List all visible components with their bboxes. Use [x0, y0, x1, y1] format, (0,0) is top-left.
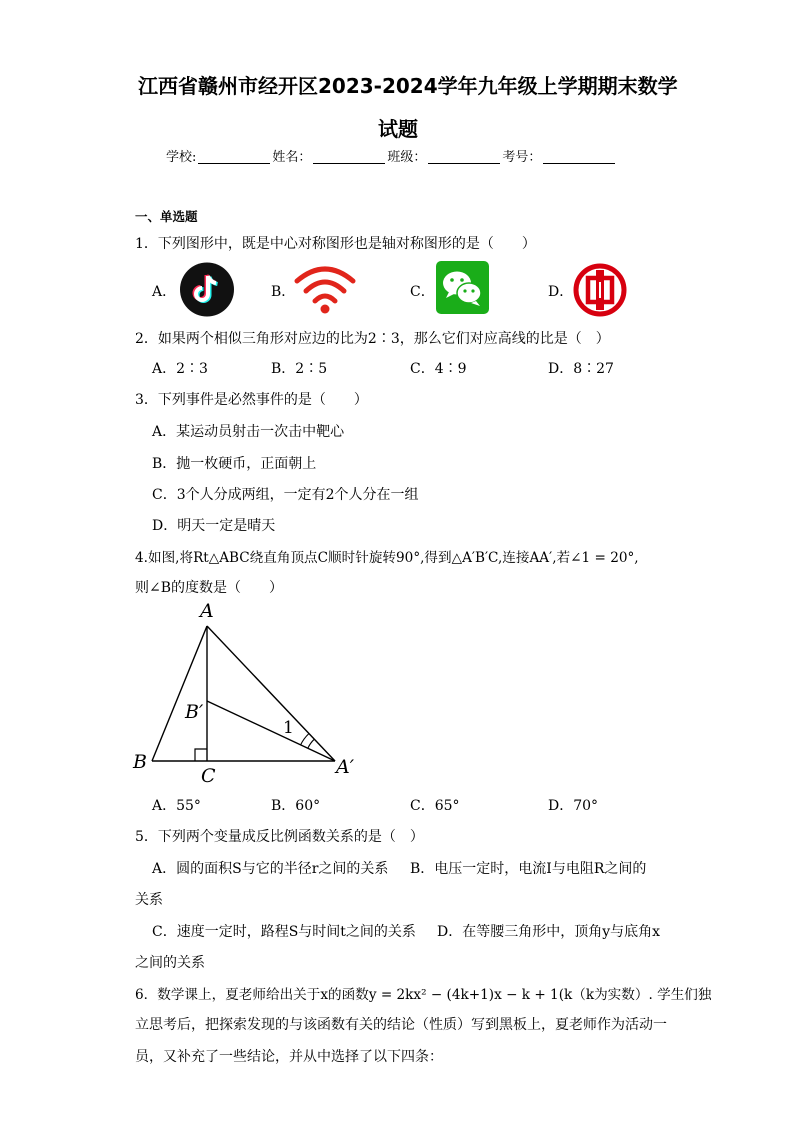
school-label: 学校: [166, 150, 197, 165]
school-blank[interactable] [198, 149, 270, 164]
q4-stem-line2: 则∠B的度数是（ ） [135, 580, 284, 596]
q4-option-a[interactable]: A．55° [152, 798, 201, 814]
angle-arc-inner [308, 739, 315, 748]
label-A: A [200, 600, 214, 622]
q5-option-c[interactable]: C．速度一定时，路程S与时间t之间的关系 [152, 924, 416, 940]
q6-line3: 员，又补充了一些结论，并从中选择了以下四条： [135, 1049, 443, 1065]
class-blank[interactable] [428, 149, 500, 164]
number-label: 考号： [502, 150, 542, 165]
q2-option-d[interactable]: D．8∶27 [548, 361, 614, 377]
angle-arc-outer [301, 734, 309, 745]
q1-option-c[interactable]: C． [410, 284, 435, 300]
number-blank[interactable] [543, 149, 615, 164]
label-B-prime: B′ [185, 701, 204, 723]
q3-option-c[interactable]: C．3个人分成两组，一定有2个人分在一组 [152, 487, 419, 503]
q2-option-c[interactable]: C．4∶9 [410, 361, 467, 377]
icbc-logo-icon [572, 262, 628, 318]
q3-option-a[interactable]: A．某运动员射击一次击中靶心 [152, 424, 345, 440]
section-heading: 一、单选题 [135, 209, 198, 224]
class-label: 班级： [387, 150, 427, 165]
q1-option-a[interactable]: A． [152, 284, 177, 300]
label-A-prime: A′ [336, 756, 355, 778]
label-B: B [133, 751, 147, 773]
wechat-logo-icon [436, 261, 489, 314]
q4-stem-line1: 4.如图,将Rt△ABC绕直角顶点C顺时针旋转90°,得到△A′B′C,连接AA′,若∠1 = 20°, [135, 550, 639, 566]
q6-line1: 6．数学课上，夏老师给出关于x的函数y = 2kx² − (4k+1)x − k + 1(k（k为实数）. 学生们独 [135, 987, 712, 1003]
segment-B-prime-A-prime [207, 701, 335, 761]
q4-option-d[interactable]: D．70° [548, 798, 599, 814]
segment-AB [152, 626, 207, 761]
q2-option-a[interactable]: A．2∶3 [152, 361, 208, 377]
label-angle-1: 1 [283, 718, 294, 738]
q2-stem: 2．如果两个相似三角形对应边的比为2∶3，那么它们对应高线的比是（ ） [135, 331, 610, 347]
q4-figure [128, 598, 368, 788]
right-angle-mark [195, 749, 207, 761]
q5-option-d[interactable]: D．在等腰三角形中，顶角y与底角x [437, 924, 661, 940]
q5-option-a[interactable]: A．圆的面积S与它的半径r之间的关系 [152, 861, 389, 877]
q3-option-b[interactable]: B．抛一枚硬币，正面朝上 [152, 456, 317, 472]
q1-option-b[interactable]: B． [271, 284, 296, 300]
page-title: 江西省赣州市经开区2023-2024学年九年级上学期期末数学 [138, 74, 678, 98]
segment-AA-prime [207, 626, 335, 761]
q3-stem: 3．下列事件是必然事件的是（ ） [135, 392, 368, 408]
q2-option-b[interactable]: B．2∶5 [271, 361, 328, 377]
q3-option-d[interactable]: D．明天一定是晴天 [152, 518, 276, 534]
page-title-line2: 试题 [378, 117, 418, 141]
q1-stem: 1．下列图形中，既是中心对称图形也是轴对称图形的是（ ） [135, 236, 536, 252]
q5-option-d-cont: 之间的关系 [135, 955, 205, 971]
q5-option-b[interactable]: B．电压一定时，电流I与电阻R之间的 [410, 861, 647, 877]
name-blank[interactable] [313, 149, 385, 164]
wifi-icon [292, 263, 358, 315]
student-info-row [166, 146, 617, 165]
name-label: 姓名： [272, 150, 312, 165]
tiktok-logo-icon [177, 262, 237, 317]
q4-option-b[interactable]: B．60° [271, 798, 321, 814]
q1-option-d[interactable]: D． [548, 284, 574, 300]
q6-line2: 立思考后，把探索发现的与该函数有关的结论（性质）写到黑板上，夏老师作为活动一 [135, 1017, 667, 1033]
q5-stem: 5．下列两个变量成反比例函数关系的是（ ） [135, 829, 424, 845]
label-C: C [201, 765, 216, 787]
q5-option-b-cont: 关系 [135, 892, 163, 908]
q4-option-c[interactable]: C．65° [410, 798, 460, 814]
